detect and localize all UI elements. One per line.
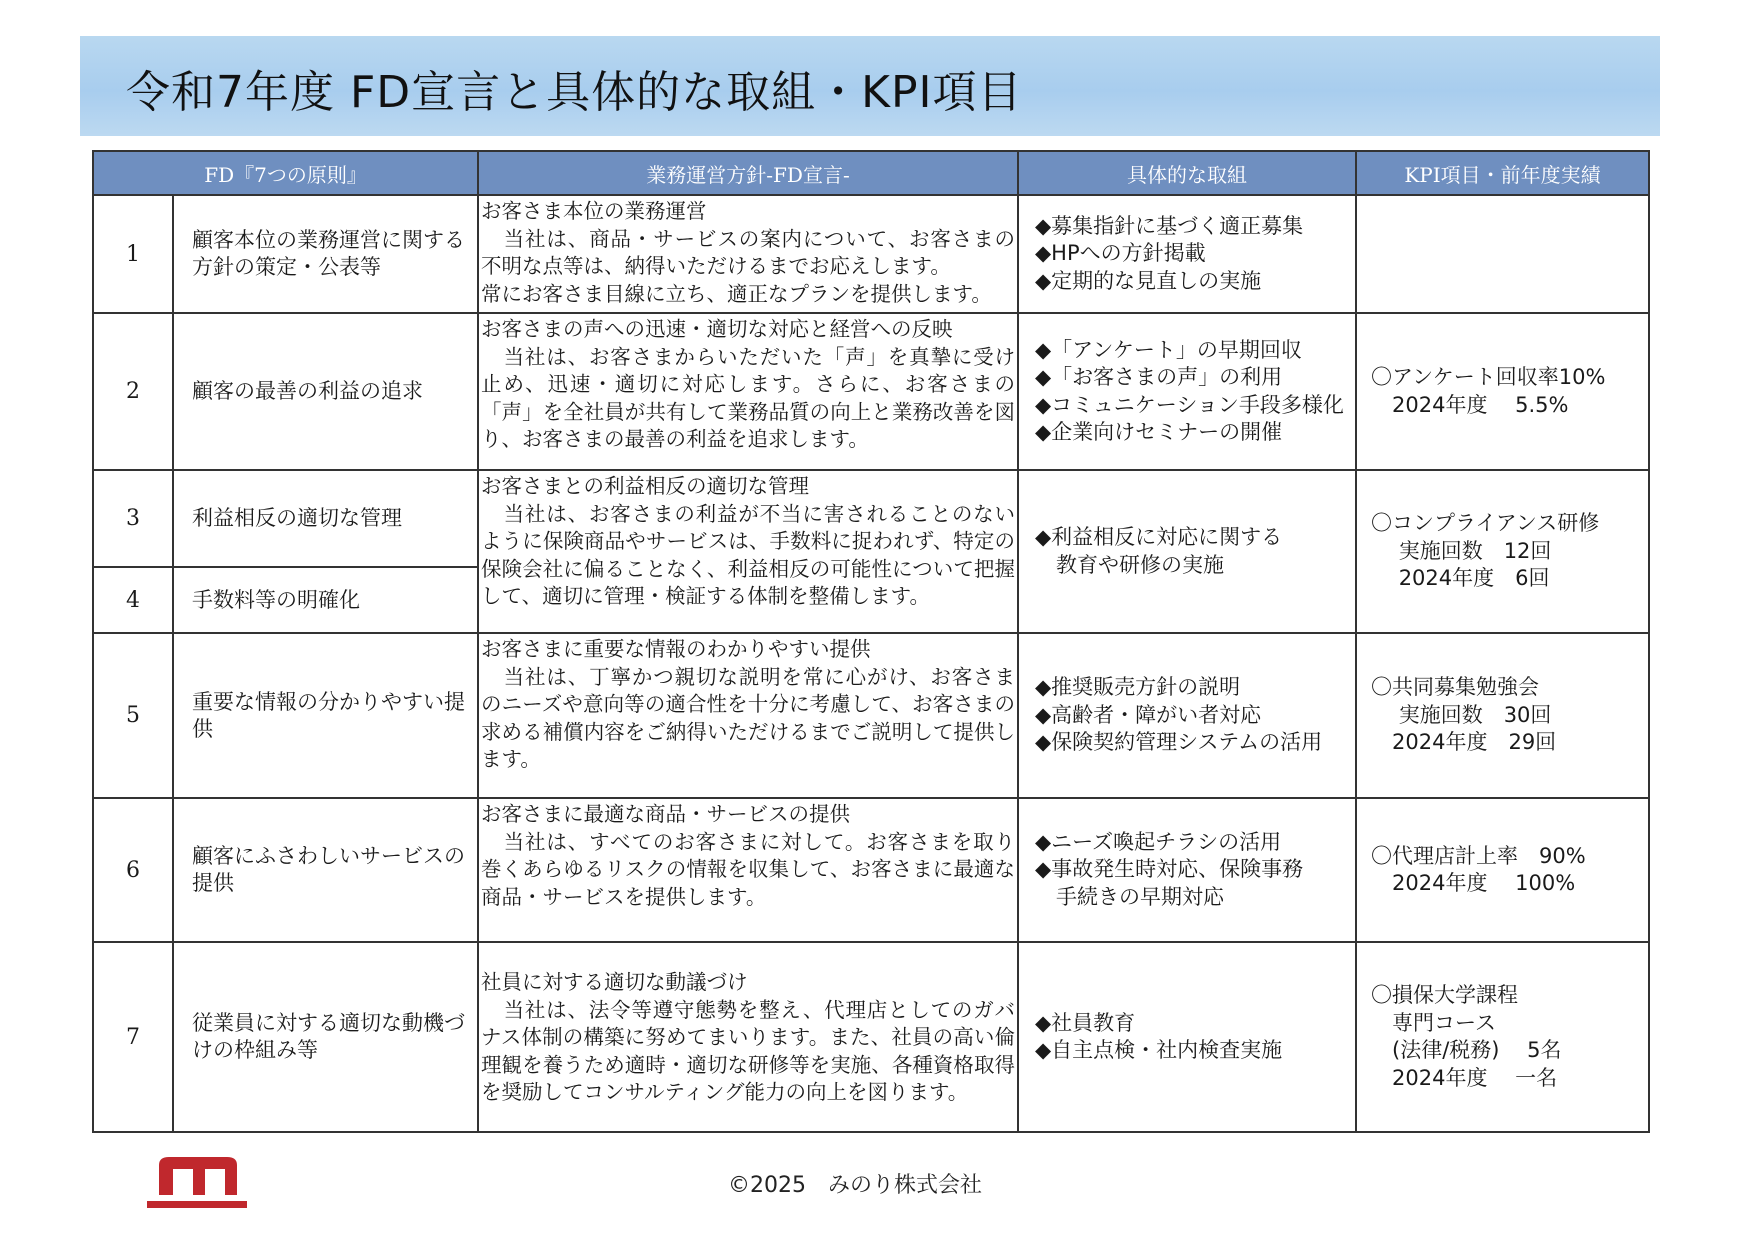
kpi-line: 2024年度 一名 (1371, 1065, 1558, 1090)
policy-cell (478, 798, 1018, 942)
kpi-cell (1356, 470, 1649, 633)
principle-text: 顧客本位の業務運営に関する方針の策定・公表等 (173, 195, 478, 313)
table-row (93, 798, 1649, 942)
policy-cell (478, 942, 1018, 1132)
action-item: ◆保険契約管理システムの活用 (1035, 730, 1323, 755)
action-item: 手続きの早期対応 (1035, 884, 1225, 909)
policy-cell (478, 470, 1018, 633)
header-policy: 業務運営方針-FD宣言- (478, 151, 1018, 195)
principle-text: 利益相反の適切な管理 (173, 470, 478, 567)
principle-text: 顧客の最善の利益の追求 (173, 313, 478, 470)
actions-cell (1018, 313, 1356, 470)
kpi-line: 2024年度 6回 (1371, 566, 1550, 591)
action-item: ◆ニーズ喚起チラシの活用 (1035, 829, 1282, 854)
policy-cell (478, 195, 1018, 313)
kpi-cell (1356, 195, 1649, 313)
kpi-line: 2024年度 5.5% (1371, 392, 1569, 417)
policy-body: 当社は、お客さまの利益が不当に害されることのないように保険商品やサービスは、手数料に捉われず、特定の保険会社に偏ることなく、利益相反の可能性について把握して、適切に管理・検証する体制を整備します。 (481, 501, 1016, 608)
kpi-cell (1356, 942, 1649, 1132)
action-item: ◆コミュニケーション手段多様化 (1035, 392, 1344, 417)
policy-body: 当社は、丁寧かつ親切な説明を常に心がけ、お客さまのニーズや意向等の適合性を十分に考慮して、お客さまの求める補償内容をご納得いただけるまでご説明して提供します。 (481, 664, 1016, 771)
policy-body: 当社は、法令等遵守態勢を整え、代理店としてのガバナス体制の構築に努めてまいります。また、社員の高い倫理観を養うため適時・適切な研修等を実施、各種資格取得を奨励してコンサルティング能力の向上を図ります。 (481, 997, 1016, 1104)
row-number: 7 (93, 942, 173, 1132)
policy-heading: お客さまに最適な商品・サービスの提供 (481, 802, 851, 826)
kpi-line: 〇アンケート回収率10% (1371, 365, 1606, 389)
action-item: ◆「アンケート」の早期回収 (1035, 337, 1302, 362)
kpi-cell (1356, 798, 1649, 942)
table-row (93, 633, 1649, 798)
kpi-line: 専門コース (1371, 1010, 1496, 1035)
actions-cell (1018, 195, 1356, 313)
actions-cell (1018, 633, 1356, 798)
actions-cell (1018, 470, 1356, 633)
kpi-cell (1356, 313, 1649, 470)
action-item: ◆推奨販売方針の説明 (1035, 675, 1241, 700)
table-row (93, 313, 1649, 470)
action-item: ◆募集指針に基づく適正募集 (1035, 213, 1304, 238)
kpi-line: 〇共同募集勉強会 (1371, 675, 1540, 700)
kpi-line: 〇損保大学課程 (1371, 983, 1519, 1007)
table-row (93, 195, 1649, 313)
action-item: ◆企業向けセミナーの開催 (1035, 420, 1283, 444)
row-number: 3 (93, 470, 173, 567)
header-kpi: KPI項目・前年度実績 (1356, 151, 1649, 195)
copyright-text: ©2025 みのり株式会社 (728, 1173, 982, 1198)
policy-body: 当社は、商品・サービスの案内について、お客さまの不明な点等は、納得いただけるまでお応えします。 (481, 226, 1016, 278)
action-item: ◆自主点検・社内検査実施 (1035, 1038, 1283, 1062)
kpi-line: 2024年度 100% (1371, 871, 1576, 895)
table-header-row (93, 151, 1649, 195)
action-item: ◆高齢者・障がい者対応 (1035, 702, 1262, 727)
principle-text: 手数料等の明確化 (173, 567, 478, 633)
action-item: ◆利益相反に対応に関する (1035, 525, 1283, 549)
page-title: 令和7年度 FD宣言と具体的な取組・KPI項目 (126, 67, 1023, 118)
kpi-line: 〇コンプライアンス研修 (1371, 511, 1600, 536)
header-principles: FD『7つの原則』 (93, 151, 478, 195)
action-item: ◆社員教育 (1035, 1010, 1136, 1035)
row-number: 1 (93, 195, 173, 313)
policy-heading: 社員に対する適切な動議づけ (481, 970, 748, 994)
action-item: ◆定期的な見直しの実施 (1035, 268, 1262, 293)
row-number: 6 (93, 798, 173, 942)
row-number: 5 (93, 633, 173, 798)
policy-heading: お客さまに重要な情報のわかりやすい提供 (481, 637, 871, 661)
kpi-line: (法律/税務) 5名 (1371, 1038, 1562, 1062)
principle-text: 顧客にふさわしいサービスの提供 (173, 798, 478, 942)
action-item: ◆「お客さまの声」の利用 (1035, 365, 1283, 389)
table-row (93, 942, 1649, 1132)
kpi-line: 2024年度 29回 (1371, 730, 1557, 755)
kpi-line: 〇代理店計上率 90% (1371, 843, 1586, 868)
row-number: 4 (93, 567, 173, 633)
policy-heading: お客さま本位の業務運営 (481, 199, 707, 223)
fd-table (92, 150, 1650, 1133)
header-actions: 具体的な取組 (1018, 151, 1356, 195)
policy-body: 当社は、お客さまからいただいた「声」を真摯に受け止め、迅速・適切に対応します。さらに、お客さまの「声」を全社員が共有して業務品質の向上と業務改善を図り、お客さまの最善の利益を追求します。 (481, 344, 1016, 451)
policy-cell (478, 633, 1018, 798)
policy-extra: 常にお客さま目線に立ち、適正なプランを提供します。 (481, 281, 992, 306)
kpi-cell (1356, 633, 1649, 798)
title-band (80, 36, 1660, 136)
action-item: ◆HPへの方針掲載 (1035, 241, 1206, 266)
actions-cell (1018, 942, 1356, 1132)
action-item: ◆事故発生時対応、保険事務 (1035, 857, 1304, 882)
policy-heading: お客さまの声への迅速・適切な対応と経営への反映 (481, 317, 953, 341)
principle-text: 従業員に対する適切な動機づけの枠組み等 (173, 942, 478, 1132)
actions-cell (1018, 798, 1356, 942)
kpi-line: 実施回数 30回 (1371, 702, 1552, 727)
action-item: 教育や研修の実施 (1035, 552, 1225, 577)
kpi-line: 実施回数 12回 (1371, 538, 1552, 563)
row-number: 2 (93, 313, 173, 470)
policy-heading: お客さまとの利益相反の適切な管理 (481, 474, 810, 498)
principle-text: 重要な情報の分かりやすい提供 (173, 633, 478, 798)
table-row (93, 470, 1649, 567)
policy-body: 当社は、すべてのお客さまに対して。お客さまを取り巻くあらゆるリスクの情報を収集して、お客さまに最適な商品・サービスを提供します。 (481, 829, 1016, 909)
policy-cell (478, 313, 1018, 470)
company-logo (145, 1147, 249, 1209)
